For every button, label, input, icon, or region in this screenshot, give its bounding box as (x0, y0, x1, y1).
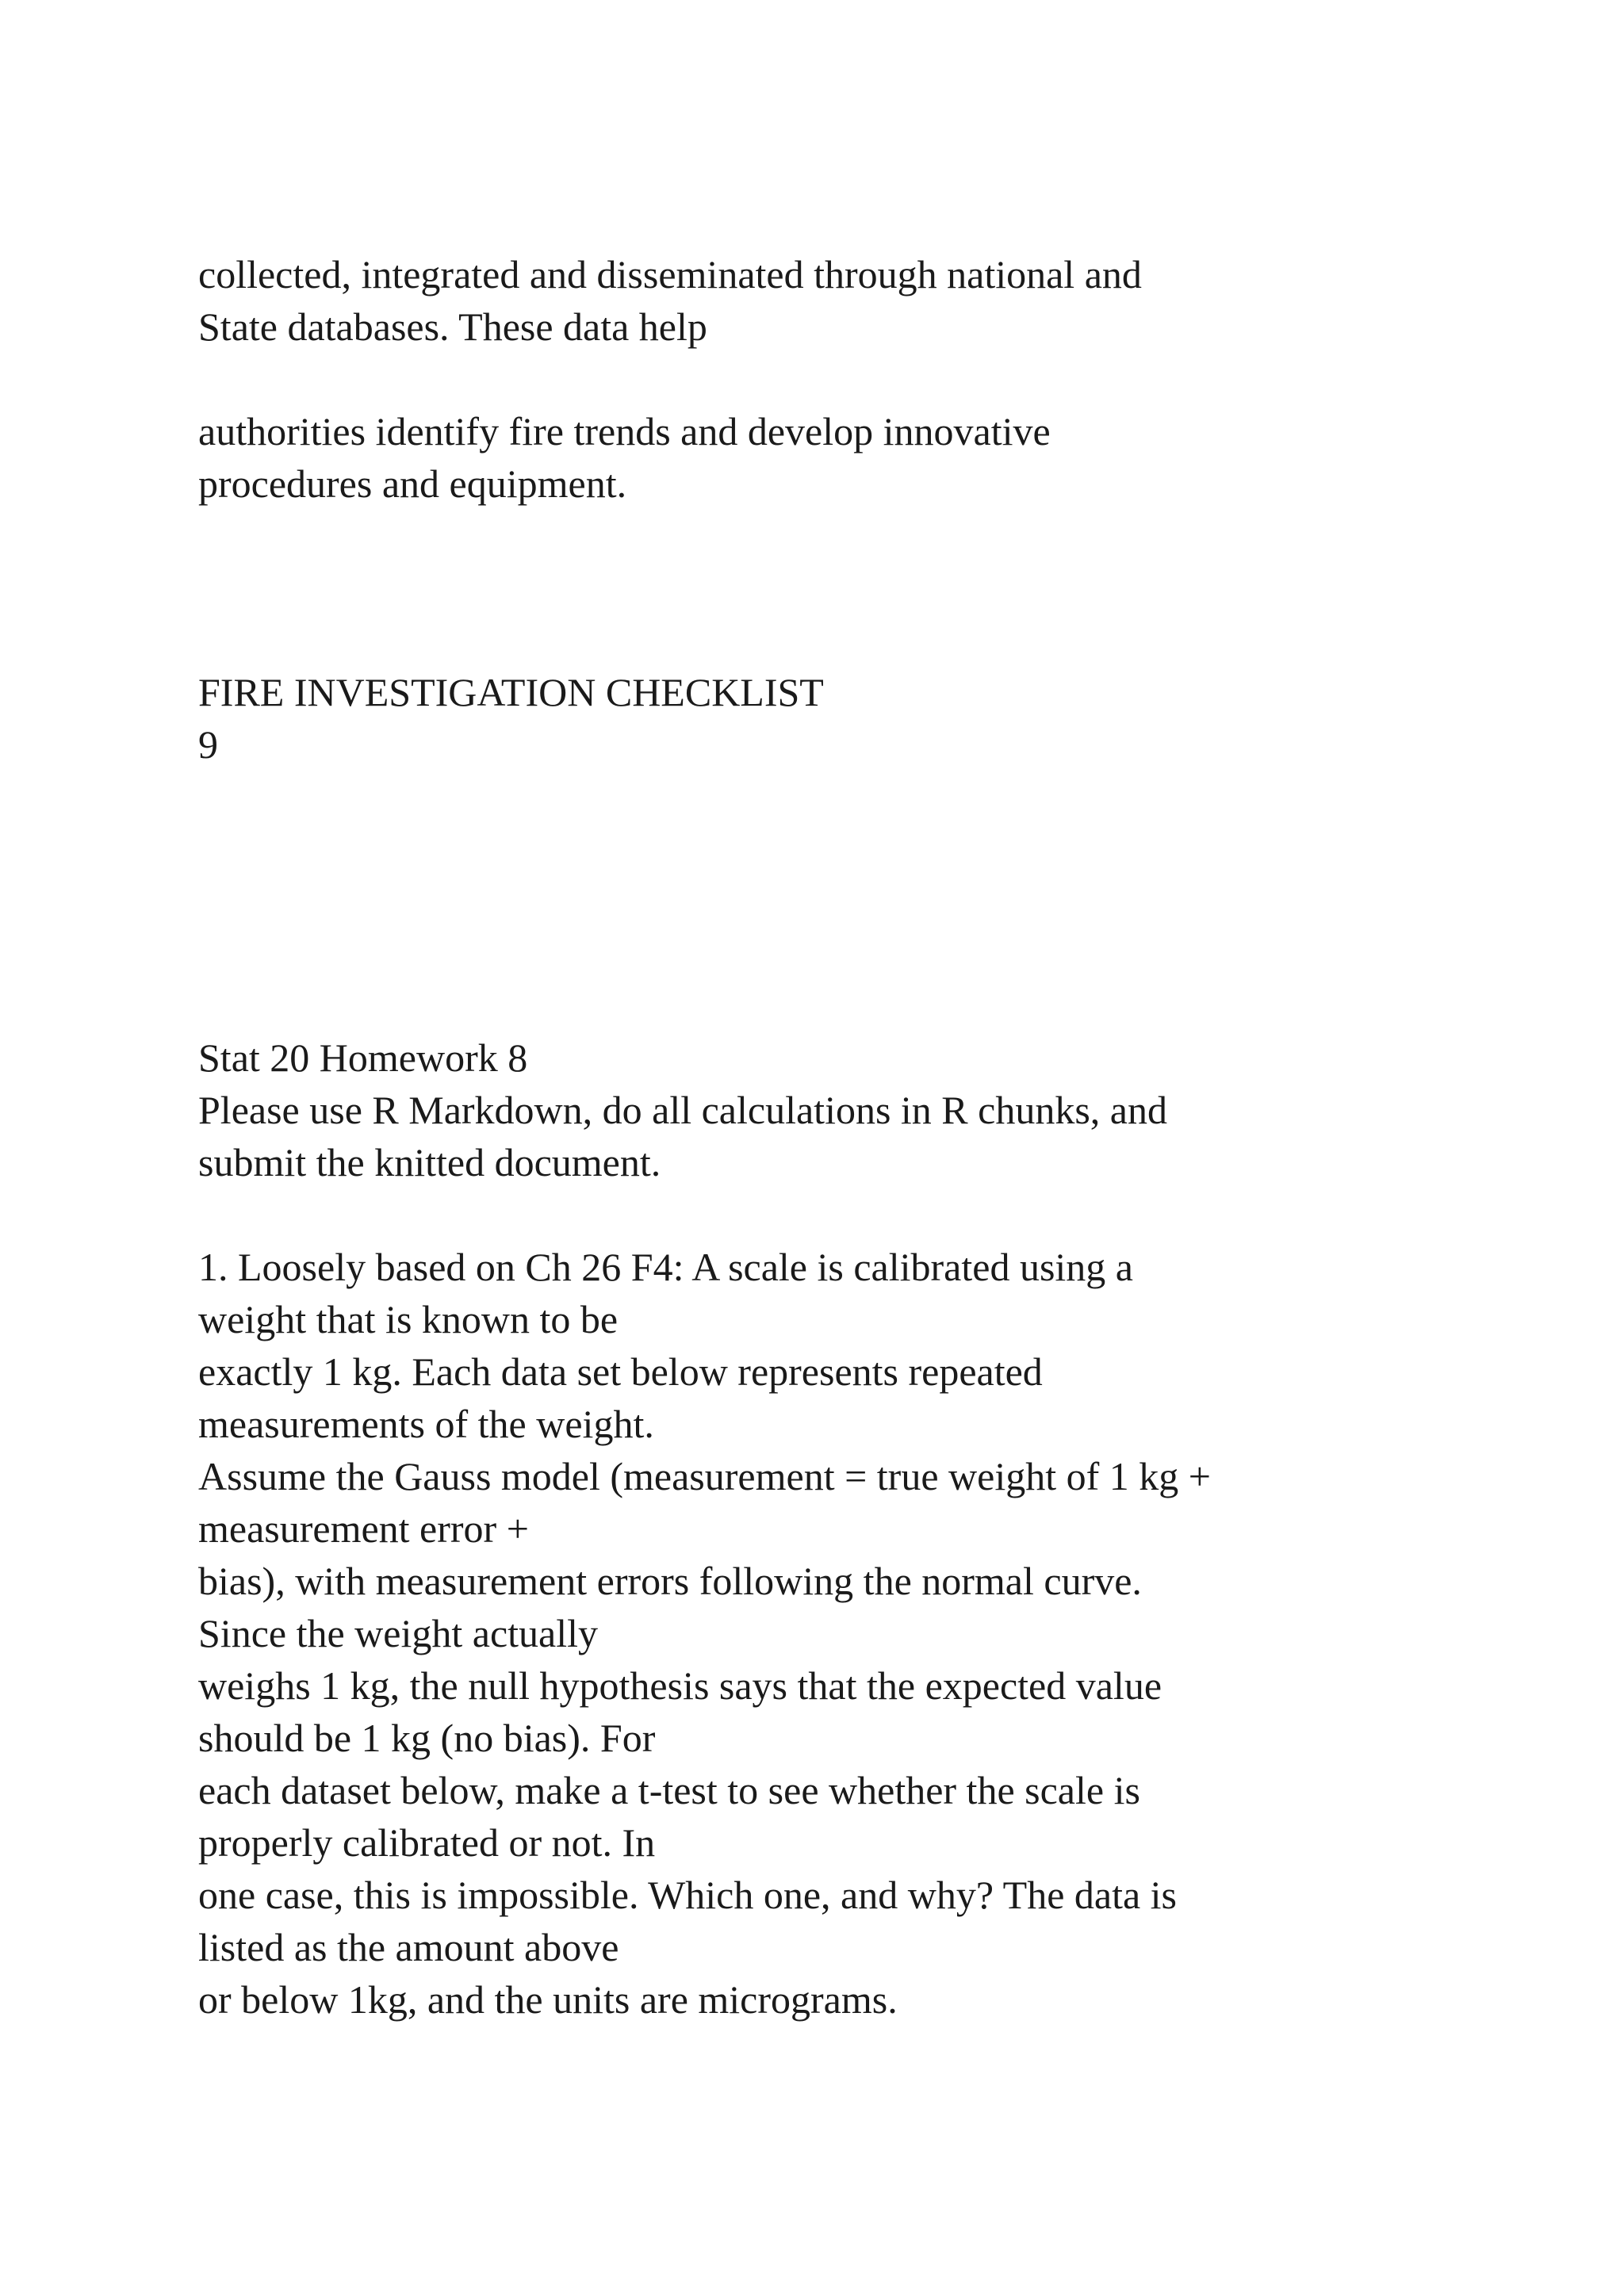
text-line: authorities identify fire trends and develop innovative (198, 409, 1051, 453)
homework-title: Stat 20 Homework 8 (198, 1035, 528, 1080)
text-line: collected, integrated and disseminated through national and (198, 252, 1142, 297)
question-line: or below 1kg, and the units are micrograms. (198, 1977, 898, 2022)
question-line: each dataset below, make a t-test to see whether the scale is (198, 1768, 1140, 1812)
question-line: measurement error + (198, 1506, 529, 1551)
question-line: measurements of the weight. (198, 1402, 654, 1446)
question-line: listed as the amount above (198, 1925, 619, 1969)
question-line: bias), with measurement errors following the normal curve. (198, 1559, 1142, 1603)
question-line: 1. Loosely based on Ch 26 F4: A scale is calibrated using a (198, 1245, 1133, 1289)
page-number: 9 (198, 722, 218, 767)
question-line: weighs 1 kg, the null hypothesis says that the expected value (198, 1663, 1162, 1708)
instruction-line: Please use R Markdown, do all calculations in R chunks, and (198, 1088, 1167, 1132)
question-line: should be 1 kg (no bias). For (198, 1716, 656, 1760)
page-footer (198, 666, 1507, 771)
footer-title: FIRE INVESTIGATION CHECKLIST (198, 670, 824, 714)
text-line: State databases. These data help (198, 304, 707, 349)
question-line: Since the weight actually (198, 1611, 599, 1655)
instruction-line: submit the knitted document. (198, 1140, 661, 1184)
homework-header (198, 1031, 1507, 1188)
question-line: properly calibrated or not. In (198, 1820, 656, 1865)
intro-paragraph-2 (198, 405, 1507, 510)
question-1 (198, 1241, 1507, 2026)
intro-paragraph-1 (198, 248, 1507, 353)
text-line: procedures and equipment. (198, 461, 627, 506)
question-line: Assume the Gauss model (measurement = true weight of 1 kg + (198, 1454, 1211, 1498)
question-line: one case, this is impossible. Which one, and why? The data is (198, 1873, 1178, 1917)
question-line: weight that is known to be (198, 1297, 619, 1341)
question-line: exactly 1 kg. Each data set below represents repeated (198, 1349, 1043, 1394)
